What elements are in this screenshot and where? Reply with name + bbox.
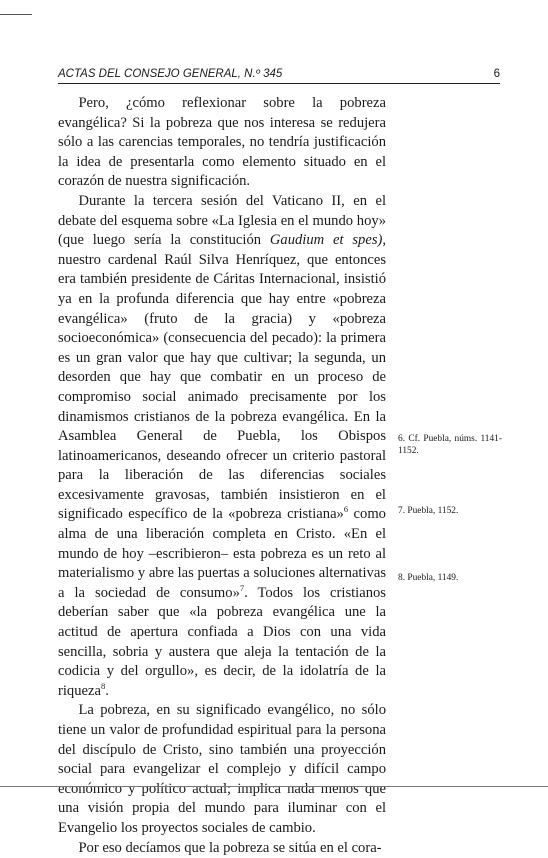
corner-rule <box>0 14 32 15</box>
bottom-rule <box>0 786 548 787</box>
body-text <box>58 94 386 858</box>
paragraph <box>58 94 386 192</box>
italic-title: Gaudium et spes), <box>269 232 387 249</box>
page-number: 6 <box>493 68 500 80</box>
text-run: como alma de una liberación completa en Cristo. «En el mundo de hoy –escribieron– esta pobreza es un reto al materialismo y abre las puertas a soluciones alternativas a la sociedad de consumo» <box>58 506 386 601</box>
text-run: La pobreza, en su significado evangélico, no sólo tiene un valor de profundidad espiritual para la persona del discípulo de Cristo, sino también una proyección social para evangelizar el complejo y difícil campo económico y político actual; implica nada menos que una visión propia del mundo para iluminar con el Evangelio los proyectos sociales de cambio. <box>58 702 386 836</box>
header-rule <box>58 83 500 84</box>
text-run: Por eso decíamos que la pobreza se sitúa en el cora- <box>78 839 382 856</box>
footnote-marker: 6 <box>343 504 349 515</box>
running-header <box>58 68 500 80</box>
text-run: nuestro cardenal Raúl Silva Henríquez, que entonces era también presidente de Cáritas Internacional, insistió ya en la profunda diferencia que hay entre «pobreza evangélica» (fruto de la gracia) y «pobreza socioeconómica» (consecuencia del pecado): la primera es un gran valor que hay que cultivar; la segunda, un desorden que hay que combatir en un proceso de compromiso social animado precisamente por los dinamismos cristianos de la pobreza evangélica. En la Asamblea General de Puebla, los Obispos latinoamericanos, deseando ofrecer un criterio pastoral para la liberación de las diferencias sociales excesivamente gravosas, también insistieron en el significado específico de la «pobreza cristiana» <box>58 251 386 523</box>
text-run: . Todos los cristianos deberían saber que «la pobreza evangélica une la actitud de apertura confiada a Dios con una vida sencilla, sobria y austera que aleja la tentación de la codicia y del orgullo», es decir, de la idolatría de la riqueza <box>58 584 386 699</box>
paragraph <box>58 701 386 838</box>
text-run: Durante la tercera sesión del Vaticano II, en el debate del esquema sobre «La Iglesia en el mundo hoy» (que luego sería la constitución <box>58 192 386 249</box>
footnote-marker: 8 <box>100 680 106 691</box>
footnote-8: 8. Puebla, 1149. <box>398 573 459 583</box>
footnote-marker: 7 <box>239 582 245 593</box>
text-run: Pero, ¿cómo reflexionar sobre la pobreza evangélica? Si la pobreza que nos interesa se redujera sólo a las carencias temporales, no tendría justificación la idea de presentarla como elemento situado en el corazón de nuestra significación. <box>58 95 386 190</box>
footnote-7: 7. Puebla, 1152. <box>398 506 459 516</box>
footnote-6: 6. Cf. Puebla, núms. 1141-1152. <box>398 434 502 456</box>
text-run: . <box>105 682 109 699</box>
paragraph <box>58 192 386 701</box>
header-title: ACTAS DEL CONSEJO GENERAL, N.º 345 <box>58 68 283 80</box>
paragraph <box>58 839 386 858</box>
